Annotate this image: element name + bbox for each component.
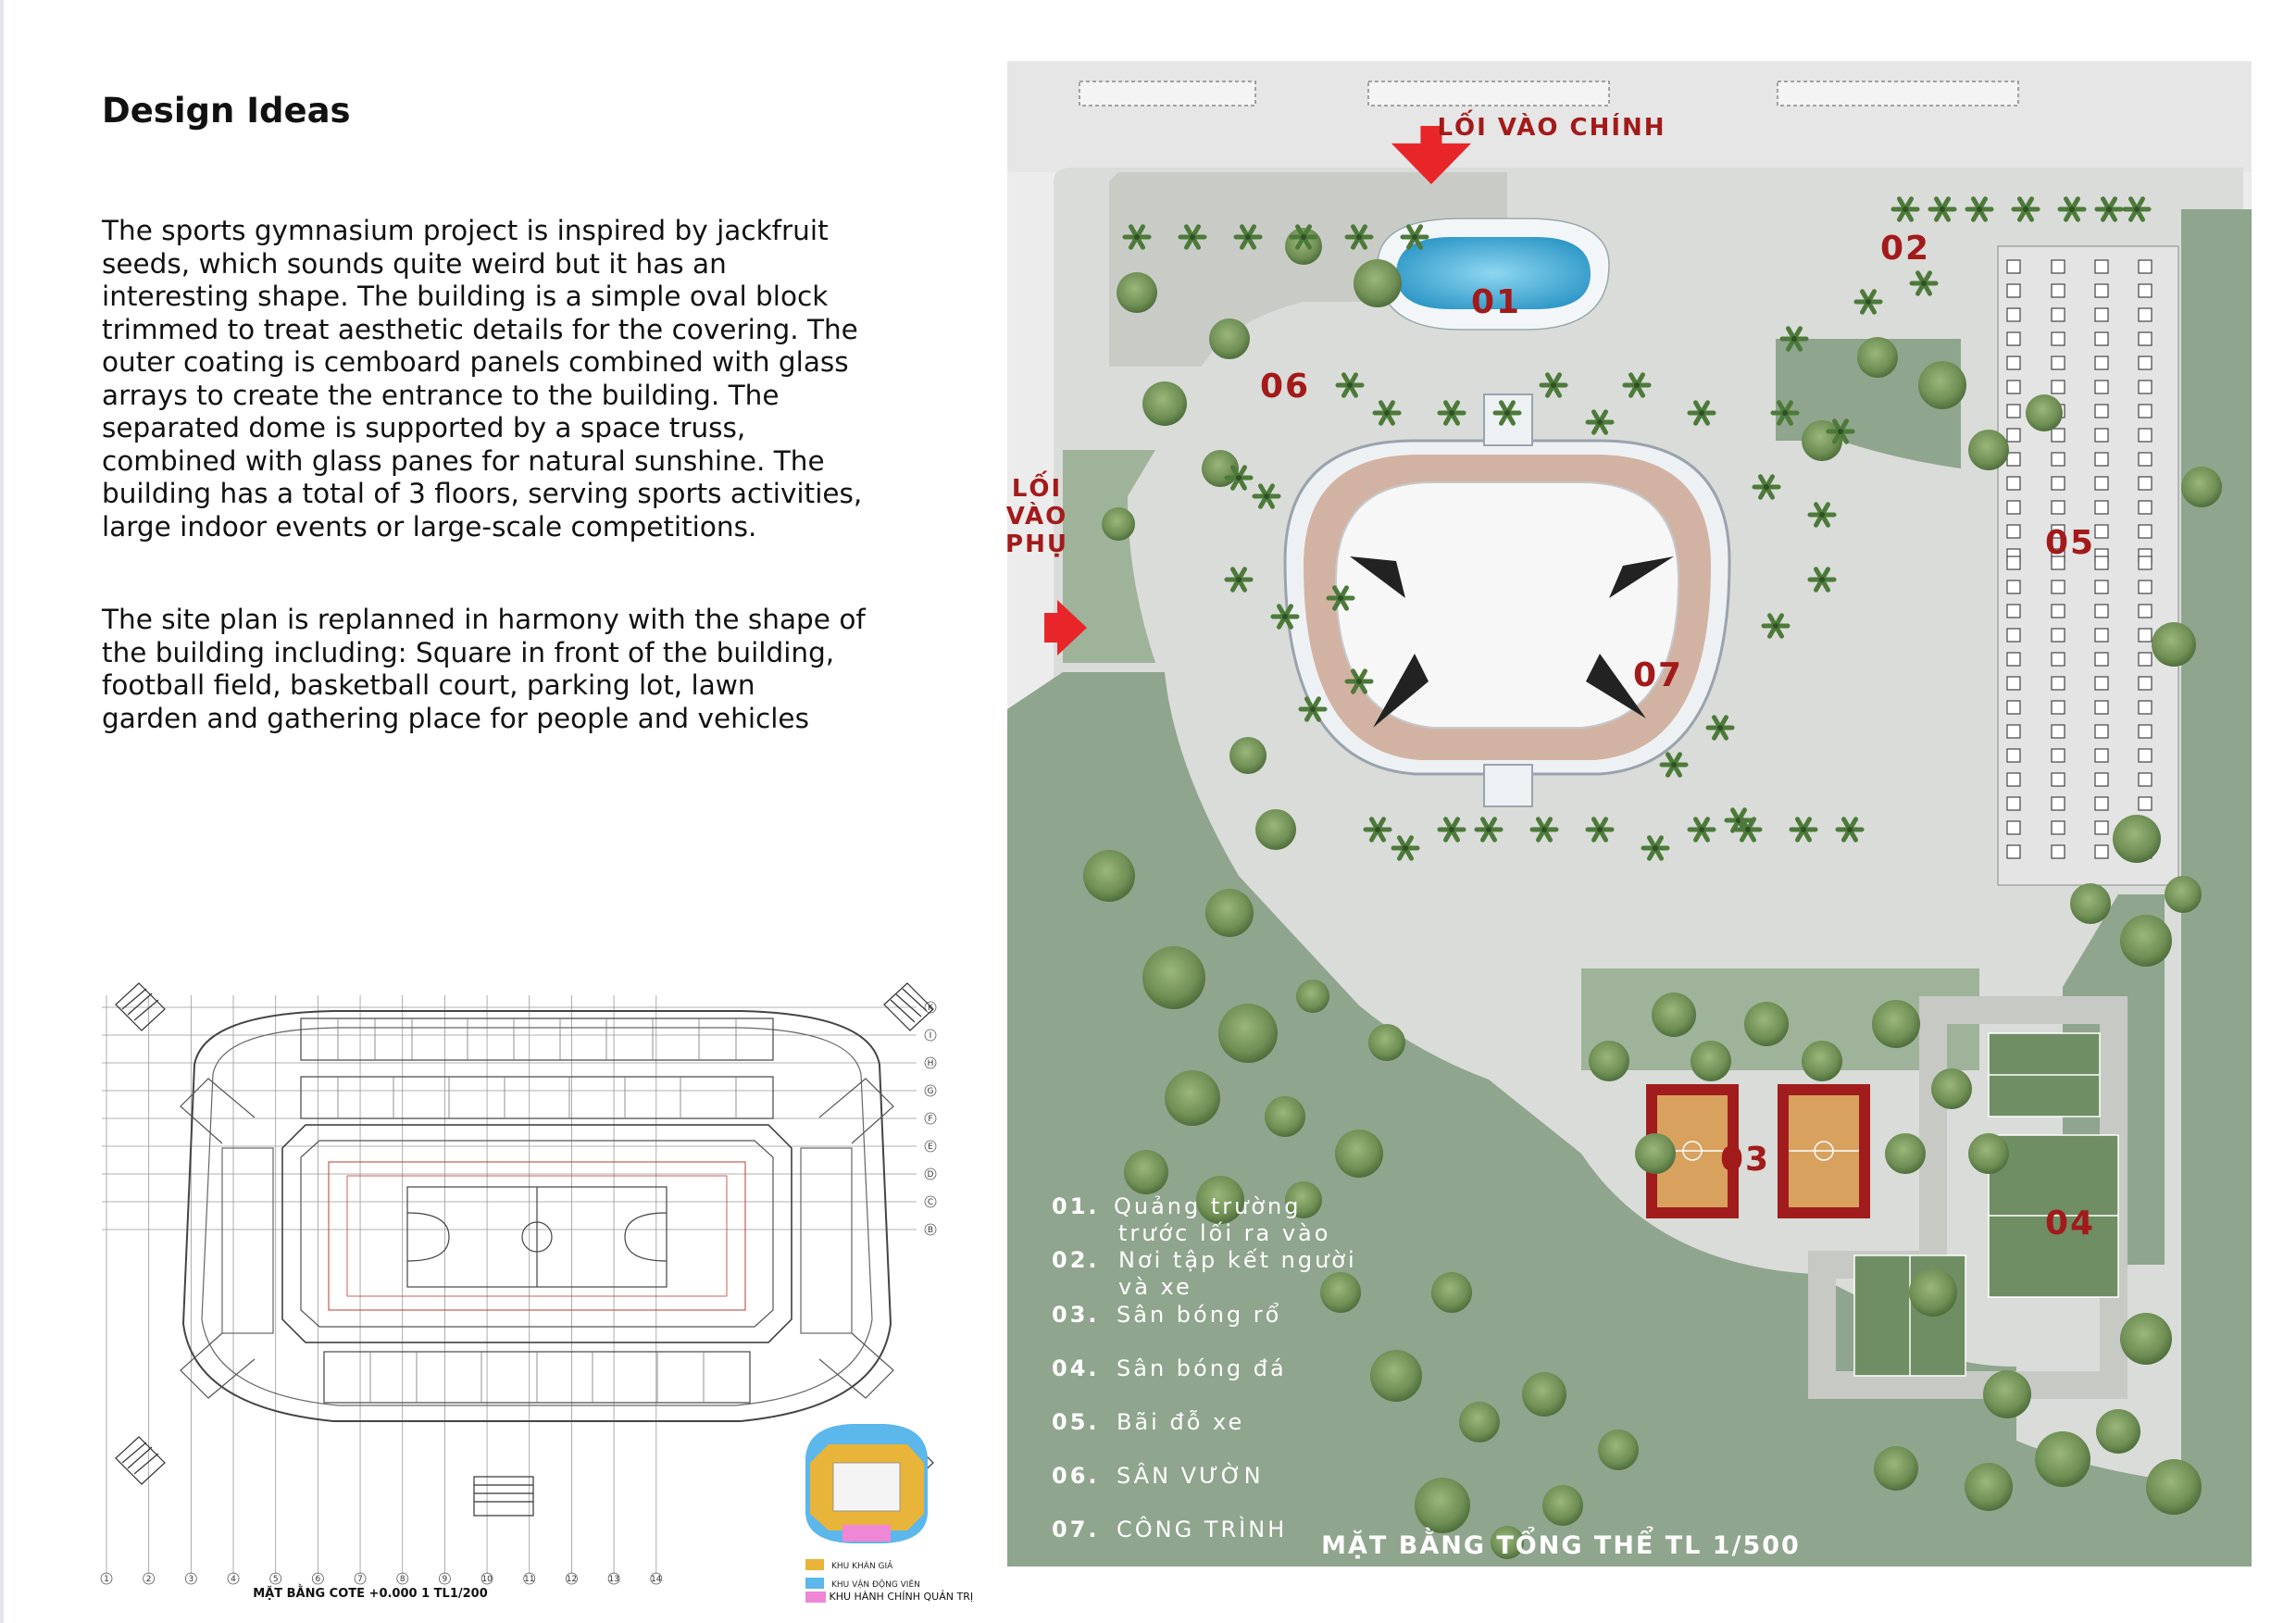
svg-text:CÔNG TRÌNH: CÔNG TRÌNH	[1117, 1517, 1288, 1542]
tree-icon	[1320, 1272, 1361, 1313]
tree-icon	[2152, 622, 2196, 667]
grid-number-label: 11	[524, 1575, 535, 1584]
tree-icon	[2113, 815, 2161, 863]
tree-icon	[1542, 1485, 1583, 1526]
grid-number-label: 3	[188, 1575, 194, 1584]
site-plan-drawing	[1007, 61, 2252, 1567]
legend-admin-row	[805, 1591, 991, 1603]
side-entrance-label-1: LỐI	[1011, 475, 1063, 503]
tree-icon	[2120, 1313, 2172, 1365]
tree-icon	[1209, 318, 1250, 359]
description-paragraph-1: The sports gymnasium project is inspired by jackfruit seeds, which sounds quite weird but it has an interesting shape. The building is a simple oval block trimmed to treat aesthetic details for the covering. The outer coating is cemboard panels combined with glass arrays to create the entrance to the building. The separated dome is supported by a space truss, combined with glass panes for natural sunshine. The building has a total of 3 floors, serving sports activities, large indoor events or large-scale competitions.	[102, 215, 863, 543]
svg-text:Sân bóng đá: Sân bóng đá	[1117, 1355, 1287, 1381]
page-edge-strip	[0, 0, 4, 1623]
tree-icon	[1205, 889, 1254, 937]
tree-icon	[1744, 1002, 1789, 1046]
tree-icon	[2070, 883, 2111, 924]
site-plan-caption: MẶT BẰNG TỔNG THỂ TL 1/500	[1321, 1531, 1801, 1560]
tree-icon	[1885, 1133, 1926, 1174]
description-paragraph-2: The site plan is replanned in harmony with the shape of the building including: Square in front of the building, football field, basketball court, parking lot, lawn garden and gathering place for people and vehicles	[102, 604, 866, 734]
tree-icon	[1691, 1041, 1731, 1081]
tree-icon	[1874, 1446, 1918, 1491]
tree-icon	[1142, 381, 1187, 426]
svg-text:Sân bóng rổ: Sân bóng rổ	[1117, 1302, 1282, 1328]
zone-label-04: 04	[2044, 1205, 2096, 1242]
zone-label-07: 07	[1632, 656, 1684, 694]
tree-icon	[2165, 876, 2202, 913]
tree-icon	[1522, 1372, 1566, 1417]
tree-icon	[1415, 1478, 1470, 1533]
tree-icon	[1931, 1068, 1972, 1109]
tree-icon	[1918, 361, 1966, 409]
grid-number-label: 14	[651, 1575, 662, 1584]
tree-icon	[1354, 259, 1402, 307]
grid-letter-label: I	[929, 1031, 932, 1041]
side-entrance-label-3: PHỤ	[1005, 531, 1068, 558]
tree-icon	[1142, 946, 1205, 1009]
grid-letter-label: C	[927, 1198, 934, 1207]
main-entrance-label: LỐI VÀO CHÍNH	[1437, 114, 1666, 142]
tree-icon	[1909, 1268, 1957, 1317]
svg-text:04.: 04.	[1052, 1355, 1100, 1381]
svg-text:06.: 06.	[1052, 1463, 1100, 1489]
svg-text:01.: 01.	[1052, 1193, 1100, 1219]
svg-text:SÂN VƯỜN: SÂN VƯỜN	[1117, 1463, 1264, 1489]
svg-text:Nơi tập kết người: Nơi tập kết người	[1118, 1247, 1357, 1273]
tree-icon	[1124, 1150, 1168, 1194]
tree-icon	[1165, 1070, 1220, 1126]
svg-text:02.: 02.	[1052, 1247, 1100, 1273]
svg-text:07.: 07.	[1052, 1517, 1100, 1542]
grid-number-label: 2	[145, 1575, 152, 1584]
zone-label-05: 05	[2044, 524, 2096, 562]
side-entrance-label-2: VÀO	[1005, 503, 1068, 531]
tree-icon	[1968, 430, 2009, 470]
tree-icon	[2146, 1459, 2202, 1515]
grid-letter-label: K	[928, 1004, 933, 1013]
legend-label-spectators: KHU KHÁN GIẢ	[831, 1562, 893, 1571]
zone-label-01: 01	[1470, 283, 1522, 321]
grid-letter-label: D	[927, 1170, 934, 1180]
tree-icon	[1589, 1041, 1629, 1081]
grid-number-label: 12	[566, 1575, 578, 1584]
svg-text:và xe: và xe	[1118, 1274, 1192, 1300]
tree-icon	[1968, 1133, 2009, 1174]
grid-letter-label: E	[928, 1142, 933, 1152]
floor-plan-key-diagram	[805, 1424, 928, 1543]
tree-icon	[2026, 394, 2063, 431]
legend-label-admin: KHU HÀNH CHÍNH QUẢN TRỊ	[829, 1591, 974, 1603]
svg-text:trước lối ra vào: trước lối ra vào	[1118, 1220, 1331, 1246]
grid-number-label: 8	[399, 1575, 406, 1584]
tree-icon	[1370, 1350, 1422, 1402]
tree-icon	[1983, 1370, 2031, 1418]
tree-icon	[1431, 1272, 1472, 1313]
tree-icon	[1102, 507, 1135, 541]
tree-icon	[1872, 1000, 1920, 1048]
grid-number-label: 7	[357, 1575, 363, 1584]
tree-icon	[1083, 850, 1135, 902]
grid-letter-label: G	[927, 1087, 934, 1096]
grid-letter-label: B	[927, 1226, 934, 1235]
tree-icon	[2035, 1431, 2090, 1487]
grid-number-label: 10	[481, 1575, 493, 1584]
zone-label-03: 03	[1719, 1141, 1771, 1179]
floor-plan-caption: MẶT BẰNG COTE +0.000 1 TL1/200	[253, 1587, 488, 1601]
zone-label-02: 02	[1879, 230, 1931, 268]
tree-icon	[1255, 809, 1296, 850]
grid-number-label: 9	[442, 1575, 448, 1584]
tree-icon	[1296, 980, 1329, 1013]
tree-icon	[1635, 1133, 1676, 1174]
svg-text:05.: 05.	[1052, 1409, 1100, 1435]
svg-text:Quảng trường: Quảng trường	[1114, 1193, 1302, 1219]
tree-icon	[1802, 1041, 1842, 1081]
tree-icon	[1229, 737, 1267, 774]
tree-icon	[1857, 337, 1898, 378]
grid-number-label: 13	[608, 1575, 619, 1584]
floor-plan-legend	[805, 1559, 920, 1590]
legend-swatch-admin	[805, 1592, 826, 1603]
svg-text:Bãi đỗ xe: Bãi đỗ xe	[1117, 1409, 1245, 1435]
grid-number-label: 4	[231, 1575, 236, 1584]
tree-icon	[2120, 915, 2172, 967]
tree-icon	[2096, 1409, 2140, 1454]
tree-icon	[2181, 467, 2222, 507]
zone-label-06: 06	[1259, 368, 1311, 406]
tree-icon	[1218, 1004, 1278, 1063]
tree-icon	[1368, 1024, 1405, 1061]
tree-icon	[1598, 1429, 1639, 1470]
tree-icon	[1117, 272, 1157, 313]
grid-number-label: 5	[272, 1575, 279, 1584]
grid-letter-label: H	[927, 1059, 934, 1068]
tree-icon	[1265, 1096, 1305, 1137]
tree-icon	[1965, 1463, 2013, 1511]
grid-number-label: 6	[315, 1575, 321, 1584]
page-title: Design Ideas	[102, 91, 351, 131]
tree-icon	[1335, 1130, 1383, 1178]
grid-number-label: 1	[104, 1575, 109, 1584]
tree-icon	[1459, 1402, 1500, 1442]
legend-label-athletes: KHU VẬN ĐỘNG VIÊN	[831, 1580, 920, 1590]
tree-icon	[1652, 993, 1696, 1037]
svg-text:03.: 03.	[1052, 1302, 1100, 1328]
grid-letter-label: F	[928, 1115, 933, 1124]
